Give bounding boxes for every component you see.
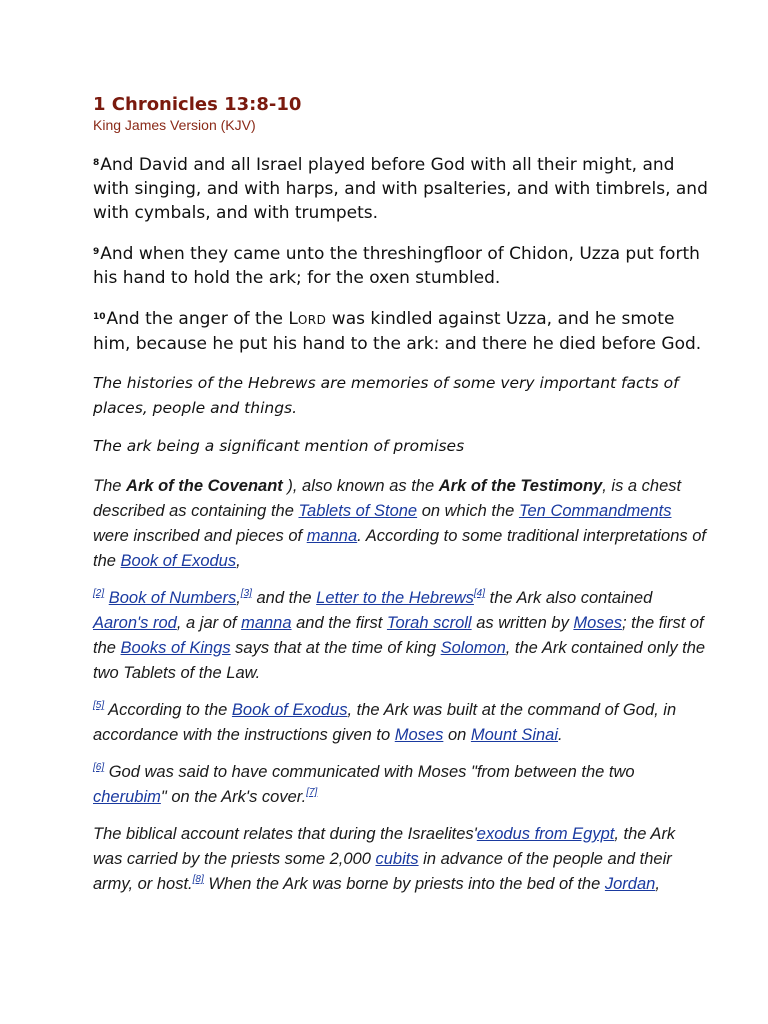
bold-term: Ark of the Covenant: [126, 477, 283, 495]
verse-text: And David and all Israel played before God with all their might, and with singing, and with harps, and with psalteries, and with timbrels, and with cymbals, and with trumpets.: [93, 155, 708, 223]
scripture-reference: 1 Chronicles 13:8-10: [93, 94, 302, 115]
text: ,: [236, 552, 241, 570]
text: the Ark also contained: [485, 589, 653, 607]
link-mount-sinai[interactable]: Mount Sinai: [470, 726, 559, 744]
link-book-of-numbers[interactable]: Book of Numbers: [108, 589, 237, 607]
verse-number: 9: [93, 247, 100, 257]
text: on which the: [417, 502, 519, 520]
text: " on the Ark's cover.: [160, 788, 307, 806]
lord-smallcaps-first: L: [288, 309, 298, 329]
wiki-paragraph-2: [93, 586, 708, 686]
link-moses[interactable]: Moses: [394, 726, 444, 744]
link-ten-commandments[interactable]: Ten Commandments: [518, 502, 672, 520]
verse-number: 10: [93, 312, 106, 322]
link-torah-scroll[interactable]: Torah scroll: [386, 614, 472, 632]
commentary-paragraph: The ark being a significant mention of promises: [93, 437, 465, 455]
text: ,: [655, 875, 660, 893]
text: and the first: [291, 614, 387, 632]
link-book-of-exodus[interactable]: Book of Exodus: [120, 552, 237, 570]
text: God was said to have communicated with Moses "from between the two: [104, 763, 635, 781]
citation-link[interactable]: [8]: [192, 874, 204, 885]
text: as written by: [471, 614, 574, 632]
wiki-paragraph-5: [93, 822, 708, 897]
text: , is a chest described as containing the: [93, 477, 682, 520]
text: The biblical account relates that during the Israelites': [93, 825, 477, 843]
verse-text-pre: And the anger of the: [106, 309, 289, 329]
link-exodus-from-egypt[interactable]: exodus from Egypt: [476, 825, 615, 843]
citation-link[interactable]: [6]: [93, 762, 105, 773]
lord-smallcaps-rest: ORD: [297, 313, 327, 327]
verse-text: And when they came unto the threshingfloor of Chidon, Uzza put forth his hand to hold the ark; for the oxen stumbled.: [93, 244, 700, 288]
text: ), also known as the: [282, 477, 439, 495]
text: , a jar of: [176, 614, 242, 632]
link-books-of-kings[interactable]: Books of Kings: [120, 639, 231, 657]
text: ,: [236, 589, 241, 607]
link-manna[interactable]: manna: [241, 614, 292, 632]
link-aarons-rod[interactable]: Aaron's rod: [93, 614, 177, 632]
citation-link[interactable]: [5]: [93, 700, 105, 711]
link-cherubim[interactable]: cherubim: [93, 788, 161, 806]
bible-version: King James Version (KJV): [93, 117, 256, 133]
wiki-paragraph-4: [93, 760, 708, 810]
wiki-paragraph-1: [93, 474, 708, 574]
text: in advance of the people and their army, or host.: [93, 850, 672, 893]
citation-link[interactable]: [2]: [93, 588, 105, 599]
link-tablets-of-stone[interactable]: Tablets of Stone: [298, 502, 418, 520]
link-jordan[interactable]: Jordan: [604, 875, 656, 893]
link-book-of-exodus[interactable]: Book of Exodus: [231, 701, 348, 719]
link-cubits[interactable]: cubits: [375, 850, 419, 868]
citation-link[interactable]: [7]: [306, 787, 318, 798]
text: , the Ark was carried by the priests some 2,000: [93, 825, 676, 868]
verse-9: [93, 240, 708, 290]
verse-number: 8: [93, 158, 100, 168]
citation-link[interactable]: [4]: [473, 588, 486, 599]
verse-text-post: was kindled against Uzza, and he smote him, because he put his hand to the ark: and there he died before God.: [93, 309, 702, 354]
link-letter-to-the-hebrews[interactable]: Letter to the Hebrews: [316, 589, 474, 607]
text: says that at the time of king: [230, 639, 441, 657]
text: on: [443, 726, 471, 744]
verse-8: [93, 151, 708, 225]
text: When the Ark was borne by priests into the bed of the: [203, 875, 605, 893]
text: and the: [251, 589, 317, 607]
bold-term: Ark of the Testimony: [438, 477, 603, 495]
text: , the Ark was built at the command of God, in accordance with the instructions given to: [93, 701, 677, 744]
text: , the Ark contained only the two Tablets of the Law.: [93, 639, 706, 682]
text: were inscribed and pieces of: [93, 527, 307, 545]
text: .: [558, 726, 563, 744]
link-manna[interactable]: manna: [306, 527, 358, 545]
verse-10: [93, 305, 708, 356]
link-moses[interactable]: Moses: [573, 614, 623, 632]
text: According to the: [104, 701, 232, 719]
citation-link[interactable]: [3]: [240, 588, 252, 599]
link-solomon[interactable]: Solomon: [440, 639, 506, 657]
commentary-paragraph: The histories of the Hebrews are memories of some very important facts of places, people and things.: [93, 374, 679, 417]
text: ; the first of the: [93, 614, 704, 657]
text: . According to some traditional interpretations of the: [93, 527, 706, 570]
wiki-paragraph-3: [93, 698, 708, 748]
text: The: [93, 477, 127, 495]
